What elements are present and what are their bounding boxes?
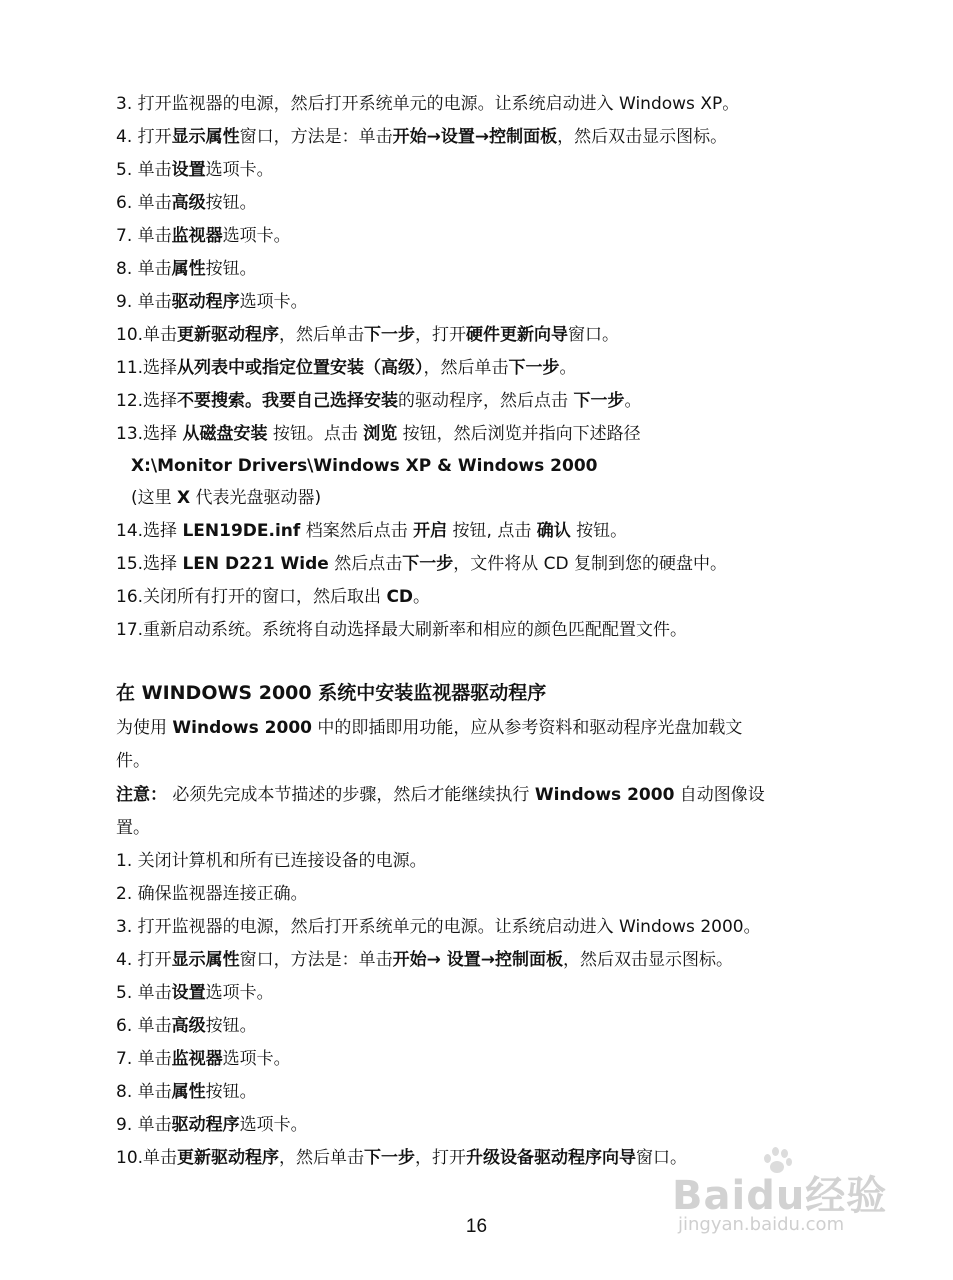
text-segment: 为使用 — [116, 718, 173, 738]
text-line — [116, 258, 856, 280]
watermark-url: jingyan.baidu.com — [678, 1214, 845, 1235]
text-segment: 中的即插即用功能，应从参考资料和驱动程序光盘加载文 — [312, 718, 743, 738]
bold-term: LEN D221 Wide — [182, 554, 329, 574]
text-segment: 4. 打开 — [116, 950, 172, 970]
text-segment: 16.关闭所有打开的窗口，然后取出 — [116, 587, 387, 607]
text-segment: 按钮。点击 — [267, 424, 364, 444]
bold-term: 确认 — [536, 521, 571, 541]
bold-term: 从磁盘安装 — [182, 424, 268, 444]
text-segment: 14.选择 — [116, 521, 183, 541]
text-line — [116, 817, 856, 839]
bold-term: 监视器 — [171, 226, 223, 246]
text-segment: 7. 单击 — [116, 1049, 172, 1069]
text-segment: 11.选择 — [116, 358, 178, 378]
text-segment: 。 — [413, 587, 431, 607]
bold-term: X:\Monitor Drivers\Windows XP & Windows 2000 — [131, 456, 598, 476]
bold-term: 设置 — [171, 983, 206, 1003]
bold-term: 浏览 — [363, 424, 398, 444]
page-number: 16 — [465, 1216, 488, 1237]
text-segment: 选项卡。 — [222, 1049, 291, 1069]
text-line — [116, 916, 856, 938]
text-segment: 选项卡。 — [205, 160, 274, 180]
bold-term: 高级 — [171, 1016, 206, 1036]
bold-term: 开启 — [413, 521, 448, 541]
text-line — [116, 883, 856, 905]
text-segment: 代表光盘驱动器) — [190, 488, 322, 508]
bold-term: CD — [386, 587, 414, 607]
bold-term: 高级 — [171, 193, 206, 213]
text-segment: 6. 单击 — [116, 193, 172, 213]
text-segment: 10.单击 — [116, 1148, 178, 1168]
bold-term: 显示属性 — [171, 950, 240, 970]
text-segment: 2. 确保监视器连接正确。 — [116, 884, 308, 904]
text-segment: 窗口，方法是：单击 — [239, 127, 393, 147]
text-segment: (这里 — [131, 488, 178, 508]
text-segment: 3. 打开监视器的电源，然后打开系统单元的电源。让系统启动进入 Windows 2000。 — [116, 917, 761, 937]
text-segment: 窗口。 — [568, 325, 620, 345]
text-line — [131, 455, 871, 477]
text-segment: 必须先完成本节描述的步骤，然后才能继续执行 — [167, 785, 535, 805]
text-line — [116, 1081, 856, 1103]
text-line — [116, 520, 856, 542]
bold-term: 不要搜索。我要自己选择安装 — [177, 391, 399, 411]
section-heading — [116, 682, 856, 704]
bold-term: 下一步 — [364, 1148, 416, 1168]
text-line — [116, 1114, 856, 1136]
bold-term: 驱动程序 — [171, 1115, 240, 1135]
text-segment: 按钮。 — [205, 193, 257, 213]
bold-term: 更新驱动程序 — [177, 325, 280, 345]
bold-term: 硬件更新向导 — [466, 325, 569, 345]
text-segment: 自动图像设 — [674, 785, 765, 805]
text-segment: 选项卡。 — [239, 1115, 308, 1135]
text-segment: 按钮。 — [205, 259, 257, 279]
text-segment: 8. 单击 — [116, 259, 172, 279]
text-segment: 17.重新启动系统。系统将自动选择最大刷新率和相应的颜色匹配配置文件。 — [116, 620, 688, 640]
text-line — [116, 850, 856, 872]
text-line — [116, 192, 856, 214]
bold-term: 属性 — [171, 259, 206, 279]
text-segment: 12.选择 — [116, 391, 178, 411]
text-segment: 窗口。 — [636, 1148, 688, 1168]
text-line — [116, 619, 856, 641]
text-line — [131, 487, 871, 509]
bold-term: 显示属性 — [171, 127, 240, 147]
text-segment: ，打开 — [415, 1148, 467, 1168]
text-segment: 3. 打开监视器的电源，然后打开系统单元的电源。让系统启动进入 Windows XP。 — [116, 94, 740, 114]
bold-term: 下一步 — [573, 391, 625, 411]
text-segment: 按钮。 — [570, 521, 628, 541]
text-line — [116, 390, 856, 412]
text-segment: ，然后双击显示图标。 — [557, 127, 728, 147]
text-segment: 选项卡。 — [239, 292, 308, 312]
text-segment: 按钮。 — [205, 1016, 257, 1036]
watermark-logo: Baidu经验 — [672, 1173, 888, 1219]
bold-term: 监视器 — [171, 1049, 223, 1069]
text-line — [116, 126, 856, 148]
text-line — [116, 291, 856, 313]
bold-term: 更新驱动程序 — [177, 1148, 280, 1168]
text-segment: 按钮。 — [205, 1082, 257, 1102]
text-line — [116, 982, 856, 1004]
text-line — [116, 93, 856, 115]
bold-term: 开始→ 设置→控制面板 — [392, 950, 564, 970]
text-segment: 5. 单击 — [116, 983, 172, 1003]
bold-term: 开始→设置→控制面板 — [392, 127, 558, 147]
text-segment: ，文件将从 CD 复制到您的硬盘中。 — [453, 554, 728, 574]
bold-term: 升级设备驱动程序向导 — [466, 1148, 637, 1168]
text-segment: 选项卡。 — [205, 983, 274, 1003]
bold-term: 属性 — [171, 1082, 206, 1102]
text-segment: 档案然后点击 — [300, 521, 414, 541]
text-segment: 7. 单击 — [116, 226, 172, 246]
bold-term: Windows 2000 — [172, 718, 312, 738]
text-segment: 9. 单击 — [116, 292, 172, 312]
text-segment: 按钮, 点击 — [447, 521, 537, 541]
text-segment: 13.选择 — [116, 424, 183, 444]
text-segment: 的驱动程序，然后点击 — [398, 391, 574, 411]
text-segment: 。 — [559, 358, 577, 378]
text-segment: ，打开 — [415, 325, 467, 345]
text-segment: 窗口，方法是：单击 — [239, 950, 393, 970]
text-line — [116, 423, 856, 445]
bold-term: 驱动程序 — [171, 292, 240, 312]
text-line — [116, 357, 856, 379]
text-line — [116, 159, 856, 181]
text-segment: 置。 — [116, 818, 150, 838]
bold-term: 下一步 — [364, 325, 416, 345]
bold-term: LEN19DE.inf — [182, 521, 301, 541]
text-line — [116, 1048, 856, 1070]
text-segment: 然后点击 — [328, 554, 403, 574]
text-segment: 选项卡。 — [222, 226, 291, 246]
text-line — [116, 1015, 856, 1037]
text-line — [116, 750, 856, 772]
text-line — [116, 324, 856, 346]
bold-term: 注意： — [116, 785, 167, 805]
text-segment: 8. 单击 — [116, 1082, 172, 1102]
bold-term: 设置 — [171, 160, 206, 180]
text-segment: ，然后双击显示图标。 — [563, 950, 734, 970]
text-line — [116, 553, 856, 575]
bold-term: 在 WINDOWS 2000 系统中安装监视器驱动程序 — [116, 682, 547, 704]
bold-term: X — [177, 488, 191, 508]
text-line — [116, 949, 856, 971]
bold-term: 从列表中或指定位置安装（高级） — [177, 358, 424, 378]
bold-term: 下一步 — [508, 358, 560, 378]
text-segment: ，然后单击 — [423, 358, 509, 378]
text-segment: 6. 单击 — [116, 1016, 172, 1036]
text-line — [116, 717, 856, 739]
text-segment: 10.单击 — [116, 325, 178, 345]
baidu-jingyan-watermark — [672, 1150, 922, 1240]
text-segment: ，然后单击 — [279, 1148, 365, 1168]
text-segment: 1. 关闭计算机和所有已连接设备的电源。 — [116, 851, 427, 871]
text-line — [116, 225, 856, 247]
text-segment: ，然后单击 — [279, 325, 365, 345]
bold-term: Windows 2000 — [534, 785, 675, 805]
text-segment: 件。 — [116, 751, 150, 771]
text-segment: 按钮，然后浏览并指向下述路径 — [397, 424, 641, 444]
text-line — [116, 784, 856, 806]
text-line — [116, 586, 856, 608]
text-segment: 4. 打开 — [116, 127, 172, 147]
text-segment: 15.选择 — [116, 554, 183, 574]
text-segment: 9. 单击 — [116, 1115, 172, 1135]
text-segment: 。 — [624, 391, 642, 411]
text-segment: 5. 单击 — [116, 160, 172, 180]
bold-term: 下一步 — [402, 554, 454, 574]
